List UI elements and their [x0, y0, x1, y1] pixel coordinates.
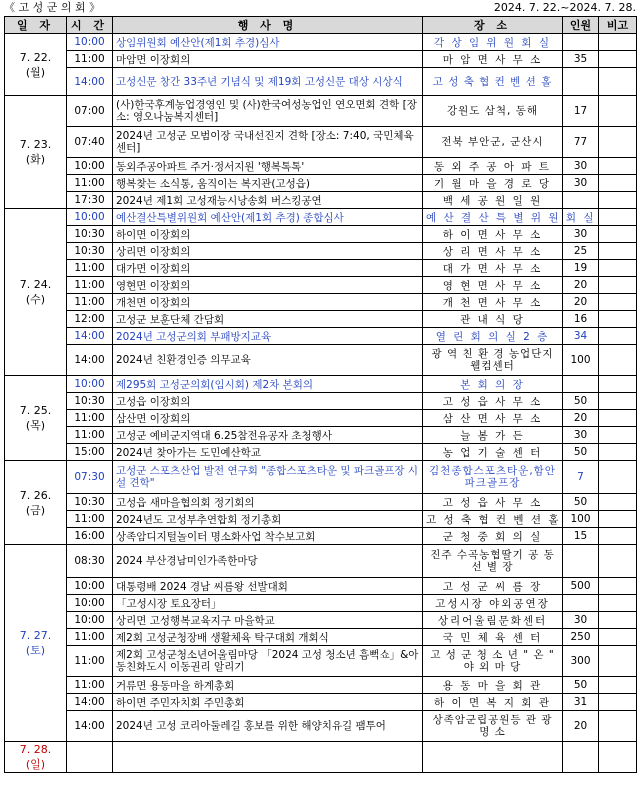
day-of-week: (화) — [25, 153, 46, 166]
event-count: 30 — [563, 158, 599, 175]
event-place: 열 린 회 의 실 2 층 — [423, 328, 563, 345]
event-time: 10:30 — [67, 226, 113, 243]
table-row — [5, 68, 637, 96]
column-header-place: 장 소 — [423, 17, 563, 34]
event-time: 11:00 — [67, 260, 113, 277]
table-row — [5, 742, 637, 773]
day-date: 7. 25. — [19, 404, 52, 417]
event-place: 고 성 축 협 컨 벤 션 홀 — [423, 68, 563, 96]
event-time: 10:00 — [67, 612, 113, 629]
event-name: 2024년 제1회 고성재능시낭송회 버스킹공연 — [113, 192, 423, 209]
event-name: 2024년 찾아가는 도민예산학교 — [113, 444, 423, 461]
event-count: 31 — [563, 694, 599, 711]
event-count: 30 — [563, 427, 599, 444]
day-cell — [5, 376, 67, 461]
event-time: 11:00 — [67, 427, 113, 444]
event-note — [599, 612, 637, 629]
event-note — [599, 376, 637, 393]
column-header-count: 인원 — [563, 17, 599, 34]
table-row — [5, 311, 637, 328]
event-time: 10:00 — [67, 209, 113, 226]
table-row — [5, 427, 637, 444]
event-note — [599, 742, 637, 773]
event-time: 10:30 — [67, 243, 113, 260]
event-note — [599, 646, 637, 677]
table-row — [5, 260, 637, 277]
event-name: 마암면 이장회의 — [113, 51, 423, 68]
event-time: 14:00 — [67, 694, 113, 711]
event-count: 15 — [563, 528, 599, 545]
event-count — [563, 68, 599, 96]
column-header-time: 시 간 — [67, 17, 113, 34]
event-time: 11:00 — [67, 646, 113, 677]
table-row — [5, 646, 637, 677]
event-count: 250 — [563, 629, 599, 646]
event-name: 제2회 고성군청장배 생활체육 탁구대회 개회식 — [113, 629, 423, 646]
event-name: 개천면 이장회의 — [113, 294, 423, 311]
day-cell — [5, 34, 67, 96]
event-place: 예 산 결 산 특 별 위 원 회 실 — [423, 209, 563, 226]
event-name: 고성군 예비군지역대 6.25참전유공자 초청행사 — [113, 427, 423, 444]
event-note — [599, 328, 637, 345]
event-count: 30 — [563, 175, 599, 192]
event-note — [599, 96, 637, 127]
event-count: 100 — [563, 345, 599, 376]
day-date: 7. 27. — [19, 629, 52, 642]
event-count: 100 — [563, 511, 599, 528]
event-place: 고 성 축 협 컨 벤 션 홀 — [423, 511, 563, 528]
column-header-note: 비고 — [599, 17, 637, 34]
table-row — [5, 209, 637, 226]
event-place: 대 가 면 사 무 소 — [423, 260, 563, 277]
day-cell — [5, 545, 67, 742]
day-cell — [5, 461, 67, 545]
event-note — [599, 494, 637, 511]
event-count: 30 — [563, 226, 599, 243]
day-date: 7. 28. — [19, 743, 52, 756]
event-note — [599, 311, 637, 328]
event-count — [563, 376, 599, 393]
event-name: (사)한국후계농업경영인 및 (사)한국여성농업인 연오면회 견학 [장소: 영오나눔복지센터] — [113, 96, 423, 127]
event-name: 대가면 이장회의 — [113, 260, 423, 277]
event-place: 광 역 친 환 경 농업단지웰컴센터 — [423, 345, 563, 376]
event-count — [563, 545, 599, 578]
table-row — [5, 345, 637, 376]
event-place: 국 민 체 육 센 터 — [423, 629, 563, 646]
table-row — [5, 612, 637, 629]
event-note — [599, 51, 637, 68]
event-name: 고성읍 새마을협의회 정기회의 — [113, 494, 423, 511]
event-place: 늘 봄 가 든 — [423, 427, 563, 444]
event-place: 고 성 읍 사 무 소 — [423, 494, 563, 511]
event-count: 20 — [563, 277, 599, 294]
event-name: 2024 부산경남미인가족한마당 — [113, 545, 423, 578]
event-count: 20 — [563, 711, 599, 742]
event-count: 34 — [563, 328, 599, 345]
event-note — [599, 260, 637, 277]
event-place: 군 청 중 회 의 실 — [423, 528, 563, 545]
event-time: 10:30 — [67, 494, 113, 511]
event-note — [599, 158, 637, 175]
event-name: 하이면 주민자치회 주민총회 — [113, 694, 423, 711]
table-row — [5, 528, 637, 545]
event-name: 하이면 이장회의 — [113, 226, 423, 243]
event-count: 50 — [563, 677, 599, 694]
event-place: 김천종합스포츠타운,함안 파크골프장 — [423, 461, 563, 494]
event-place: 영 현 면 사 무 소 — [423, 277, 563, 294]
event-place: 각 상 임 위 원 회 실 — [423, 34, 563, 51]
event-count: 50 — [563, 494, 599, 511]
event-note — [599, 629, 637, 646]
event-place: 하 이 면 복 지 회 관 — [423, 694, 563, 711]
event-time: 10:30 — [67, 393, 113, 410]
table-row — [5, 511, 637, 528]
event-name: 고성군 스포츠산업 발전 연구회 "종합스포츠타운 및 파크골프장 시설 견학" — [113, 461, 423, 494]
event-count: 77 — [563, 127, 599, 158]
event-time: 11:00 — [67, 629, 113, 646]
day-date: 7. 26. — [19, 488, 52, 502]
event-count: 7 — [563, 461, 599, 494]
event-name: 고성읍 이장회의 — [113, 393, 423, 410]
event-count — [563, 34, 599, 51]
event-note — [599, 68, 637, 96]
event-place: 고성시장 야외공연장 — [423, 595, 563, 612]
table-row — [5, 545, 637, 578]
table-row — [5, 158, 637, 175]
table-row — [5, 629, 637, 646]
event-name: 예산결산특별위원회 예산안(제1회 추경) 종합심사 — [113, 209, 423, 226]
event-count: 300 — [563, 646, 599, 677]
event-time: 14:00 — [67, 68, 113, 96]
table-row — [5, 51, 637, 68]
event-place: 강원도 삼척, 동해 — [423, 96, 563, 127]
table-row — [5, 444, 637, 461]
event-time: 14:00 — [67, 328, 113, 345]
event-time: 07:30 — [67, 461, 113, 494]
event-place — [423, 742, 563, 773]
table-row — [5, 694, 637, 711]
event-place: 농 업 기 술 센 터 — [423, 444, 563, 461]
table-row — [5, 494, 637, 511]
event-place: 개 천 면 사 무 소 — [423, 294, 563, 311]
table-row — [5, 376, 637, 393]
event-count: 25 — [563, 243, 599, 260]
event-count — [563, 595, 599, 612]
day-date: 7. 24. — [19, 278, 52, 291]
event-time: 12:00 — [67, 311, 113, 328]
table-row — [5, 34, 637, 51]
event-name: 2024년도 고성부추연합회 정기총회 — [113, 511, 423, 528]
event-place: 백 세 공 원 일 원 — [423, 192, 563, 209]
week-period: 2024. 7. 22.~2024. 7. 28. — [493, 1, 636, 14]
event-time: 15:00 — [67, 444, 113, 461]
event-time: 11:00 — [67, 677, 113, 694]
event-name: 2024년 친환경인증 의무교육 — [113, 345, 423, 376]
table-row — [5, 410, 637, 427]
day-of-week: (목) — [25, 419, 46, 432]
event-name: 제2회 고성군청소년어울림마당 「2024 고성 청소년 흠뻑쇼」&아동친화도시 이동권리 알리기 — [113, 646, 423, 677]
event-name: 상리면 이장회의 — [113, 243, 423, 260]
event-count: 30 — [563, 612, 599, 629]
event-note — [599, 226, 637, 243]
event-name: 삼산면 이장회의 — [113, 410, 423, 427]
event-note — [599, 127, 637, 158]
table-header-row — [5, 17, 637, 34]
event-time — [67, 742, 113, 773]
event-name: 대통령배 2024 경남 씨름왕 선발대회 — [113, 578, 423, 595]
event-note — [599, 34, 637, 51]
event-note — [599, 192, 637, 209]
day-of-week: (일) — [25, 758, 46, 771]
event-name: 2024년 고성군의회 부패방지교육 — [113, 328, 423, 345]
event-place: 마 암 면 사 무 소 — [423, 51, 563, 68]
event-name — [113, 742, 423, 773]
event-note — [599, 345, 637, 376]
event-place: 기 월 마 을 경 로 당 — [423, 175, 563, 192]
day-date: 7. 23. — [19, 138, 52, 151]
event-time: 07:00 — [67, 96, 113, 127]
council-title: 《 고 성 군 의 회 》 — [4, 1, 101, 14]
event-note — [599, 545, 637, 578]
event-count: 19 — [563, 260, 599, 277]
event-note — [599, 393, 637, 410]
event-time: 14:00 — [67, 711, 113, 742]
event-name: 동외주공아파트 주거·정서지원 '행복톡톡' — [113, 158, 423, 175]
event-time: 17:30 — [67, 192, 113, 209]
event-count: 35 — [563, 51, 599, 68]
event-note — [599, 711, 637, 742]
table-row — [5, 461, 637, 494]
event-place: 고 성 군 씨 름 장 — [423, 578, 563, 595]
event-time: 08:30 — [67, 545, 113, 578]
event-note — [599, 528, 637, 545]
event-name: 제295회 고성군의회(임시회) 제2차 본회의 — [113, 376, 423, 393]
event-place: 전북 부안군, 군산시 — [423, 127, 563, 158]
event-count — [563, 742, 599, 773]
column-header-event: 행 사 명 — [113, 17, 423, 34]
table-row — [5, 192, 637, 209]
event-place: 삼 산 면 사 무 소 — [423, 410, 563, 427]
event-place: 상 리 면 사 무 소 — [423, 243, 563, 260]
table-row — [5, 578, 637, 595]
day-of-week: (금) — [25, 503, 46, 517]
event-count: 500 — [563, 578, 599, 595]
event-name: 영현면 이장회의 — [113, 277, 423, 294]
table-row — [5, 677, 637, 694]
event-time: 11:00 — [67, 410, 113, 427]
day-cell — [5, 96, 67, 209]
event-name: 상임위원회 예산안(제1회 추경)심사 — [113, 34, 423, 51]
event-place: 용 동 마 을 회 관 — [423, 677, 563, 694]
event-count: 50 — [563, 444, 599, 461]
event-time: 10:00 — [67, 376, 113, 393]
event-note — [599, 277, 637, 294]
event-time: 10:00 — [67, 34, 113, 51]
event-time: 11:00 — [67, 294, 113, 311]
day-date: 7. 22. — [19, 50, 52, 64]
event-count: 20 — [563, 294, 599, 311]
event-count: 20 — [563, 410, 599, 427]
event-note — [599, 578, 637, 595]
event-name: 2024년 고성 코리아둘레길 홍보를 위한 해양치유길 팸투어 — [113, 711, 423, 742]
table-row — [5, 595, 637, 612]
table-row — [5, 277, 637, 294]
table-row — [5, 328, 637, 345]
event-place: 동 외 주 공 아 파 트 — [423, 158, 563, 175]
event-time: 11:00 — [67, 511, 113, 528]
event-note — [599, 410, 637, 427]
day-cell — [5, 209, 67, 376]
table-row — [5, 393, 637, 410]
table-row — [5, 294, 637, 311]
table-row — [5, 175, 637, 192]
event-place: 고 성 군 청 소 년 " 온 " 야 외 마 당 — [423, 646, 563, 677]
event-note — [599, 677, 637, 694]
event-name: 2024년 고성군 모범이장 국내선진지 견학 [장소: 7:40, 국민체육센터] — [113, 127, 423, 158]
event-place: 상리어울림문화센터 — [423, 612, 563, 629]
table-row — [5, 96, 637, 127]
event-place: 진주 수곡농협딸기 공 동 선 별 장 — [423, 545, 563, 578]
event-name: 상족암디지털놀이터 명소화사업 착수보고회 — [113, 528, 423, 545]
event-place: 상족암군립공원등 관 광 명 소 — [423, 711, 563, 742]
event-name: 고성군 보훈단체 간담회 — [113, 311, 423, 328]
event-time: 07:40 — [67, 127, 113, 158]
event-count — [563, 192, 599, 209]
event-note — [599, 294, 637, 311]
event-time: 10:00 — [67, 158, 113, 175]
day-of-week: (수) — [25, 293, 46, 306]
event-place: 하 이 면 사 무 소 — [423, 226, 563, 243]
event-time: 11:00 — [67, 175, 113, 192]
event-name: 상리면 고성행복교육지구 마을학교 — [113, 612, 423, 629]
event-note — [599, 461, 637, 494]
event-note — [599, 427, 637, 444]
event-time: 11:00 — [67, 277, 113, 294]
event-time: 10:00 — [67, 578, 113, 595]
column-header-date: 일 자 — [5, 17, 67, 34]
table-row — [5, 127, 637, 158]
event-time: 14:00 — [67, 345, 113, 376]
event-time: 16:00 — [67, 528, 113, 545]
event-time: 10:00 — [67, 595, 113, 612]
event-note — [599, 511, 637, 528]
event-name: 행복찾는 소식통, 움직이는 복지관(고성읍) — [113, 175, 423, 192]
event-note — [599, 175, 637, 192]
page-header — [4, 0, 636, 15]
table-row — [5, 226, 637, 243]
event-time: 11:00 — [67, 51, 113, 68]
event-place: 고 성 읍 사 무 소 — [423, 393, 563, 410]
event-note — [599, 243, 637, 260]
event-count: 17 — [563, 96, 599, 127]
schedule-table — [4, 16, 637, 773]
event-note — [599, 444, 637, 461]
event-name: 거류면 용동마을 하계총회 — [113, 677, 423, 694]
table-row — [5, 243, 637, 260]
day-cell — [5, 742, 67, 773]
event-name: 「고성시장 토요장터」 — [113, 595, 423, 612]
event-place: 관 내 식 당 — [423, 311, 563, 328]
day-of-week: (월) — [25, 65, 46, 79]
schedule-body — [5, 34, 637, 773]
event-note — [599, 694, 637, 711]
event-note — [599, 209, 637, 226]
event-note — [599, 595, 637, 612]
event-name: 고성신문 창간 33주년 기념식 및 제19회 고성신문 대상 시상식 — [113, 68, 423, 96]
event-count: 16 — [563, 311, 599, 328]
event-place: 본 회 의 장 — [423, 376, 563, 393]
event-count: 50 — [563, 393, 599, 410]
day-of-week: (토) — [25, 644, 46, 657]
table-row — [5, 711, 637, 742]
